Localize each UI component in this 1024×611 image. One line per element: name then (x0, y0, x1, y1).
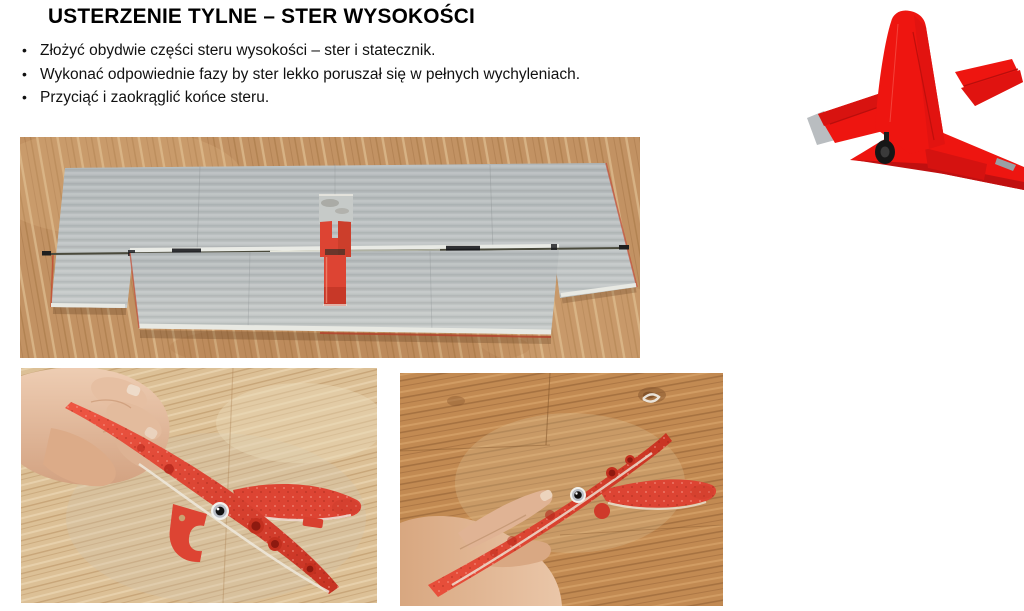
bullet-item (20, 39, 780, 63)
bullet-text: Złożyć obydwie części steru wysokości – ster i statecznik. (40, 42, 436, 59)
bullet-text: Przyciąć i zaokrąglić końce steru. (40, 89, 270, 106)
shadow (53, 310, 126, 311)
tail-render-figure (794, 2, 1024, 190)
right-stabilizer (955, 59, 1023, 106)
hand-parts-image-right (400, 373, 723, 606)
bullet-list (20, 39, 780, 110)
wood-knot (447, 396, 465, 406)
bullet-marker: • (22, 65, 27, 82)
red-disc-tab (594, 503, 610, 519)
assembled-elevator-image (20, 137, 640, 358)
bullet-marker: • (22, 89, 27, 105)
slide-title: USTERZENIE TYLNE – STER WYSOKOŚCI (48, 4, 476, 28)
hand-parts-photo-left (21, 368, 377, 603)
bullet-item (20, 63, 780, 87)
hand-parts-image-left (21, 368, 377, 603)
bullet-item (20, 86, 780, 110)
bullet-text: Wykonać odpowiednie fazy by ster lekko poruszał się w pełnych wychyleniach. (40, 65, 581, 83)
bullet-marker: • (22, 42, 27, 58)
tail-render-image (794, 2, 1024, 190)
metal-eyelet (570, 487, 586, 503)
hand-parts-photo-right (400, 373, 723, 606)
metal-eyelet (211, 502, 229, 520)
assembled-elevator-photo (20, 137, 640, 358)
